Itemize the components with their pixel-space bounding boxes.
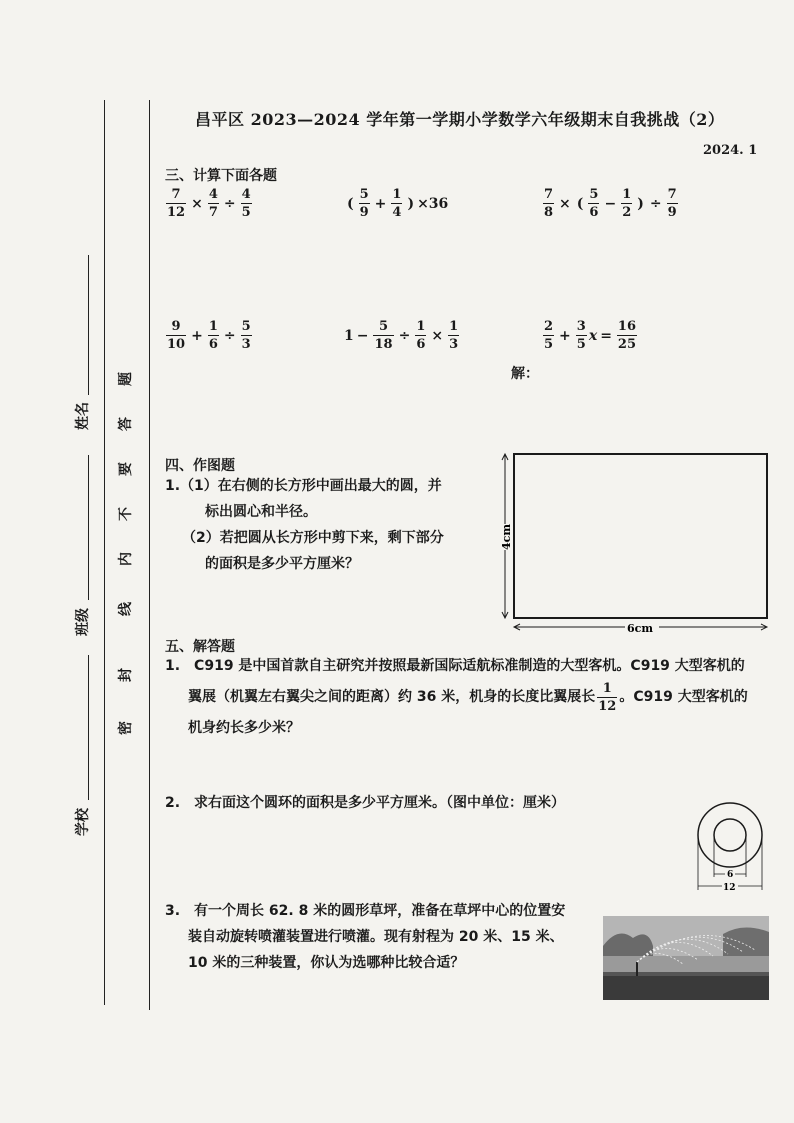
ring-outer-diameter-label: 12 [723, 883, 736, 893]
ring-inner-circle [714, 819, 746, 851]
section3-heading: 三、计算下面各题 [165, 168, 277, 184]
school-underline [88, 655, 89, 800]
class-label: 班级 [75, 608, 91, 636]
section5-q3-text: 3. 有一个周长 62. 8 米的圆形草坪，准备在草坪中心的位置安 装自动旋转喷灌装置进行喷灌。现有射程为 20 米、15 米、 10 米的三种装置，你认为选哪种比较合适？ [165, 903, 566, 971]
seal-char-2: 封 [118, 668, 134, 682]
name-label: 姓名 [75, 402, 91, 430]
calc-expression-5: 1 − $\frac{5}{18}$ ÷ $\frac{1}{6}$ × $\frac{1}{3}$ [344, 319, 459, 352]
rectangle-diagram [495, 446, 775, 636]
page-title: 昌平区 2023—2024 学年第一学期小学数学六年级期末自我挑战（2） [195, 110, 725, 129]
seal-char-4: 内 [118, 552, 134, 566]
school-label: 学校 [75, 808, 91, 836]
section4-q1-text: 1.（1）在右侧的长方形中画出最大的圆，并 标出圆心和半径。 （2）若把圆从长方形中剪下来，剩下部分 的面积是多少平方厘米？ [165, 478, 444, 572]
calc-expression-4: $\frac{9}{10}$ + $\frac{1}{6}$ ÷ $\frac{5}{3}$ [167, 319, 251, 352]
class-underline [88, 455, 89, 600]
rectangle-shape [514, 454, 767, 618]
seal-char-1: 密 [118, 721, 134, 735]
calc-expression-1: $\frac{7}{12}$ × $\frac{4}{7}$ ÷ $\frac{4}{5}$ [167, 187, 251, 220]
calc-expression-3: $\frac{7}{8}$ × ( $\frac{5}{6}$ − $\frac{1}{2}$ ) ÷ $\frac{7}{9}$ [544, 187, 677, 220]
calc-expression-2: ( $\frac{5}{9}$ + $\frac{1}{4}$ ) ×36 [347, 187, 449, 220]
seal-char-6: 要 [118, 462, 134, 476]
solution-label: 解： [511, 366, 539, 382]
ring-diagram [690, 795, 770, 895]
ring-outer-circle [698, 803, 762, 867]
rect-height-label: 4cm [500, 524, 513, 550]
exam-date: 2024. 1 [703, 143, 758, 158]
rect-width-label: 6cm [627, 622, 653, 635]
calc-equation-6: $\frac{2}{5}$ + $\frac{3}{5}$ x = $\frac{16}{25}$ [544, 319, 637, 352]
section5-q1-text: 1. C919 是中国首款自主研究并按照最新国际适航标准制造的大型客机。C919 大型客机的 翼展（机翼左右翼尖之间的距离）约 36 米，机身的长度比翼展长 $\frac{1}{12}$ 。C919 大型客机的 机身约长多少米？ [165, 658, 748, 736]
ring-inner-diameter-label: 6 [727, 870, 734, 880]
seal-char-8: 题 [118, 372, 134, 386]
margin-line-left [104, 100, 105, 1005]
name-underline [88, 255, 89, 395]
seal-char-5: 不 [118, 507, 134, 521]
seal-char-7: 答 [118, 417, 134, 431]
section5-heading: 五、解答题 [165, 639, 235, 655]
seal-char-3: 线 [118, 602, 134, 616]
sprinkler-illustration [603, 916, 769, 1000]
margin-line-right [149, 100, 150, 1010]
section4-heading: 四、作图题 [165, 458, 235, 474]
section5-q2-text: 2. 求右面这个圆环的面积是多少平方厘米。（图中单位：厘米） [165, 795, 566, 811]
